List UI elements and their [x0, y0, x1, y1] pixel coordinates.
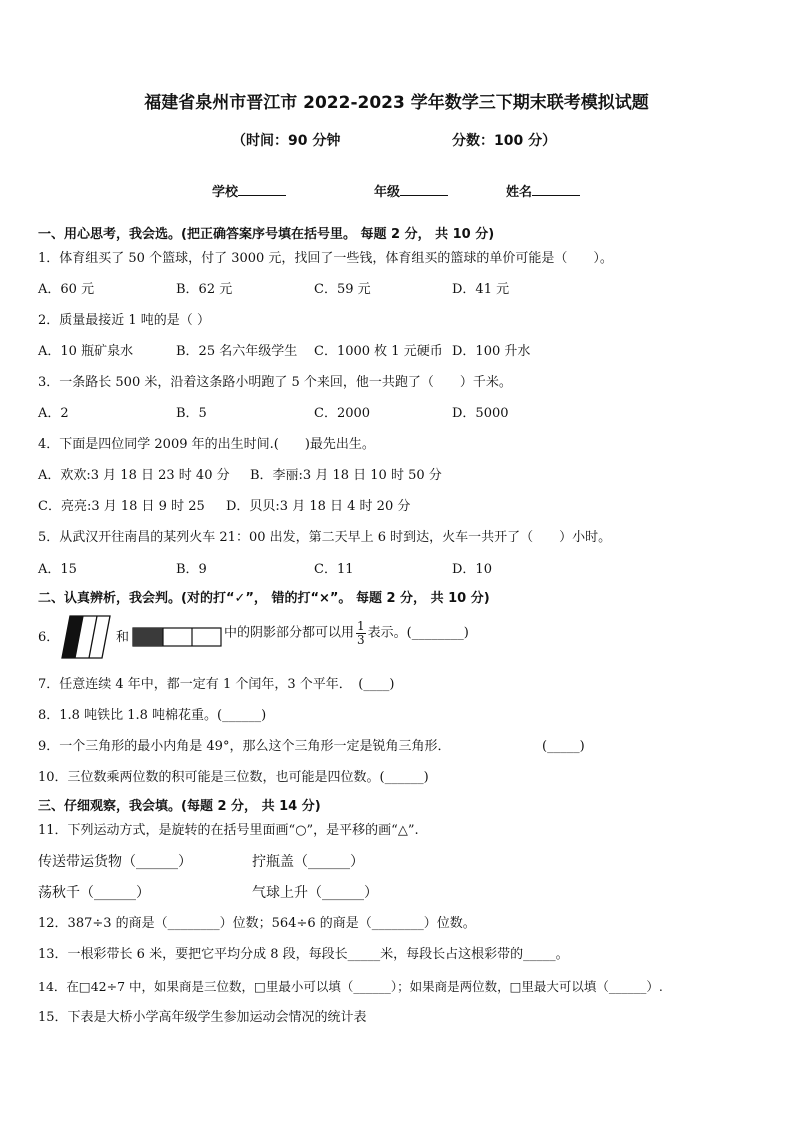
q11-item-balloon: 气球上升（______）	[252, 885, 378, 901]
q6-and: 和	[116, 630, 130, 645]
q1-option-d: D．41 元	[452, 282, 510, 297]
q3-option-b: B．5	[176, 406, 207, 421]
q11-text: 11．下列运动方式，是旋转的在括号里面画“○”，是平移的画“△”.	[38, 823, 419, 838]
q13-text: 13．一根彩带长 6 米，要把它平均分成 8 段，每段长_____米，每段长占这根彩带的_____。	[38, 947, 569, 962]
q1-option-a: A．60 元	[38, 282, 95, 297]
school-label: 学校	[212, 185, 239, 200]
q4-text: 4．下面是四位同学 2009 年的出生时间.( )最先出生。	[38, 437, 375, 452]
q5-option-c: C．11	[314, 562, 354, 577]
q6-parallelogram-figure	[60, 614, 112, 660]
q6-text: 中的阴影部分都可以用	[224, 625, 355, 641]
score-label: 分数：100 分）	[452, 133, 557, 149]
q3-text: 3．一条路长 500 米，沿着这条路小明跑了 5 个来回，他一共跑了（ ）千米。	[38, 375, 512, 390]
q5-text: 5．从武汉开往南昌的某列火车 21：00 出发，第二天早上 6 时到达，火车一共开了（ ）小时。	[38, 530, 612, 545]
q4-option-a: A．欢欢:3 月 18 日 23 时 40 分	[38, 468, 230, 483]
bar-shaded-part	[133, 628, 163, 646]
q14-text: 14．在□42÷7 中，如果商是三位数，□里最小可以填（______）；如果商是两位数，□里最大可以填（______）.	[38, 979, 663, 994]
q3-option-a: A．2	[38, 406, 69, 421]
q1-text: 1．体育组买了 50 个篮球，付了 3000 元，找回了一些钱，体育组买的篮球的单价可能是（ ）。	[38, 251, 613, 266]
q4-option-d: D．贝贝:3 月 18 日 4 时 20 分	[226, 499, 411, 514]
q4-option-b: B．李丽:3 月 18 日 10 时 50 分	[250, 468, 442, 483]
q6-bar-figure	[132, 627, 222, 647]
q7-text: 7．任意连续 4 年中，都一定有 1 个闰年，3 个平年． (____)	[38, 677, 395, 692]
q1-option-c: C．59 元	[314, 282, 371, 297]
q4-option-c: C．亮亮:3 月 18 日 9 时 25	[38, 499, 205, 514]
grade-label: 年级	[374, 185, 401, 200]
fraction-denominator: 3	[357, 633, 365, 647]
q2-text: 2．质量最接近 1 吨的是（ ）	[38, 313, 210, 328]
section-1-heading: 一、用心思考，我会选。(把正确答案序号填在括号里。 每题 2 分， 共 10 分)	[38, 227, 495, 242]
q9-text: 9．一个三角形的最小内角是 49°，那么这个三角形一定是锐角三角形．	[38, 739, 451, 754]
fraction-numerator: 1	[357, 619, 365, 633]
name-field	[506, 181, 580, 200]
q11-item-bottle-cap: 拧瓶盖（______）	[252, 854, 364, 870]
section-3-heading: 三、仔细观察，我会填。(每题 2 分， 共 14 分)	[38, 799, 321, 814]
section-2-heading: 二、认真辨析，我会判。(对的打“✓”， 错的打“×”。 每题 2 分， 共 10 分)	[38, 591, 490, 606]
q5-option-b: B．9	[176, 562, 207, 577]
grade-blank[interactable]	[400, 183, 448, 196]
grade-field	[374, 181, 448, 200]
q2-option-b: B．25 名六年级学生	[176, 344, 298, 359]
name-label: 姓名	[506, 185, 533, 200]
page-title: 福建省泉州市晋江市 2022-2023 学年数学三下期末联考模拟试题	[144, 93, 649, 113]
q6-tail: 表示。(________)	[367, 625, 469, 641]
q6-statement	[224, 620, 469, 647]
q15-text: 15．下表是大桥小学高年级学生参加运动会情况的统计表	[38, 1010, 367, 1025]
name-blank[interactable]	[532, 183, 580, 196]
time-label: （时间：90 分钟	[232, 133, 341, 149]
q2-option-a: A．10 瓶矿泉水	[38, 344, 134, 359]
q2-option-c: C．1000 枚 1 元硬币	[314, 344, 443, 359]
q1-option-b: B．62 元	[176, 282, 233, 297]
q9-blank[interactable]: (_____)	[542, 739, 585, 754]
school-blank[interactable]	[238, 183, 286, 196]
q10-text: 10．三位数乘两位数的积可能是三位数，也可能是四位数。(______)	[38, 770, 429, 785]
q5-option-a: A．15	[38, 562, 77, 577]
q3-option-c: C．2000	[314, 406, 371, 421]
q3-option-d: D．5000	[452, 406, 509, 421]
school-field	[212, 181, 286, 200]
q11-item-swing: 荡秋千（______）	[38, 885, 150, 901]
q11-item-conveyor: 传送带运货物（______）	[38, 854, 192, 870]
q12-text: 12．387÷3 的商是（________）位数；564÷6 的商是（________）位数。	[38, 916, 476, 931]
q8-text: 8．1.8 吨铁比 1.8 吨棉花重。(______)	[38, 708, 267, 723]
one-third-fraction	[356, 620, 366, 647]
q5-option-d: D．10	[452, 562, 492, 577]
q6-number: 6．	[38, 630, 60, 645]
q2-option-d: D．100 升水	[452, 344, 531, 359]
